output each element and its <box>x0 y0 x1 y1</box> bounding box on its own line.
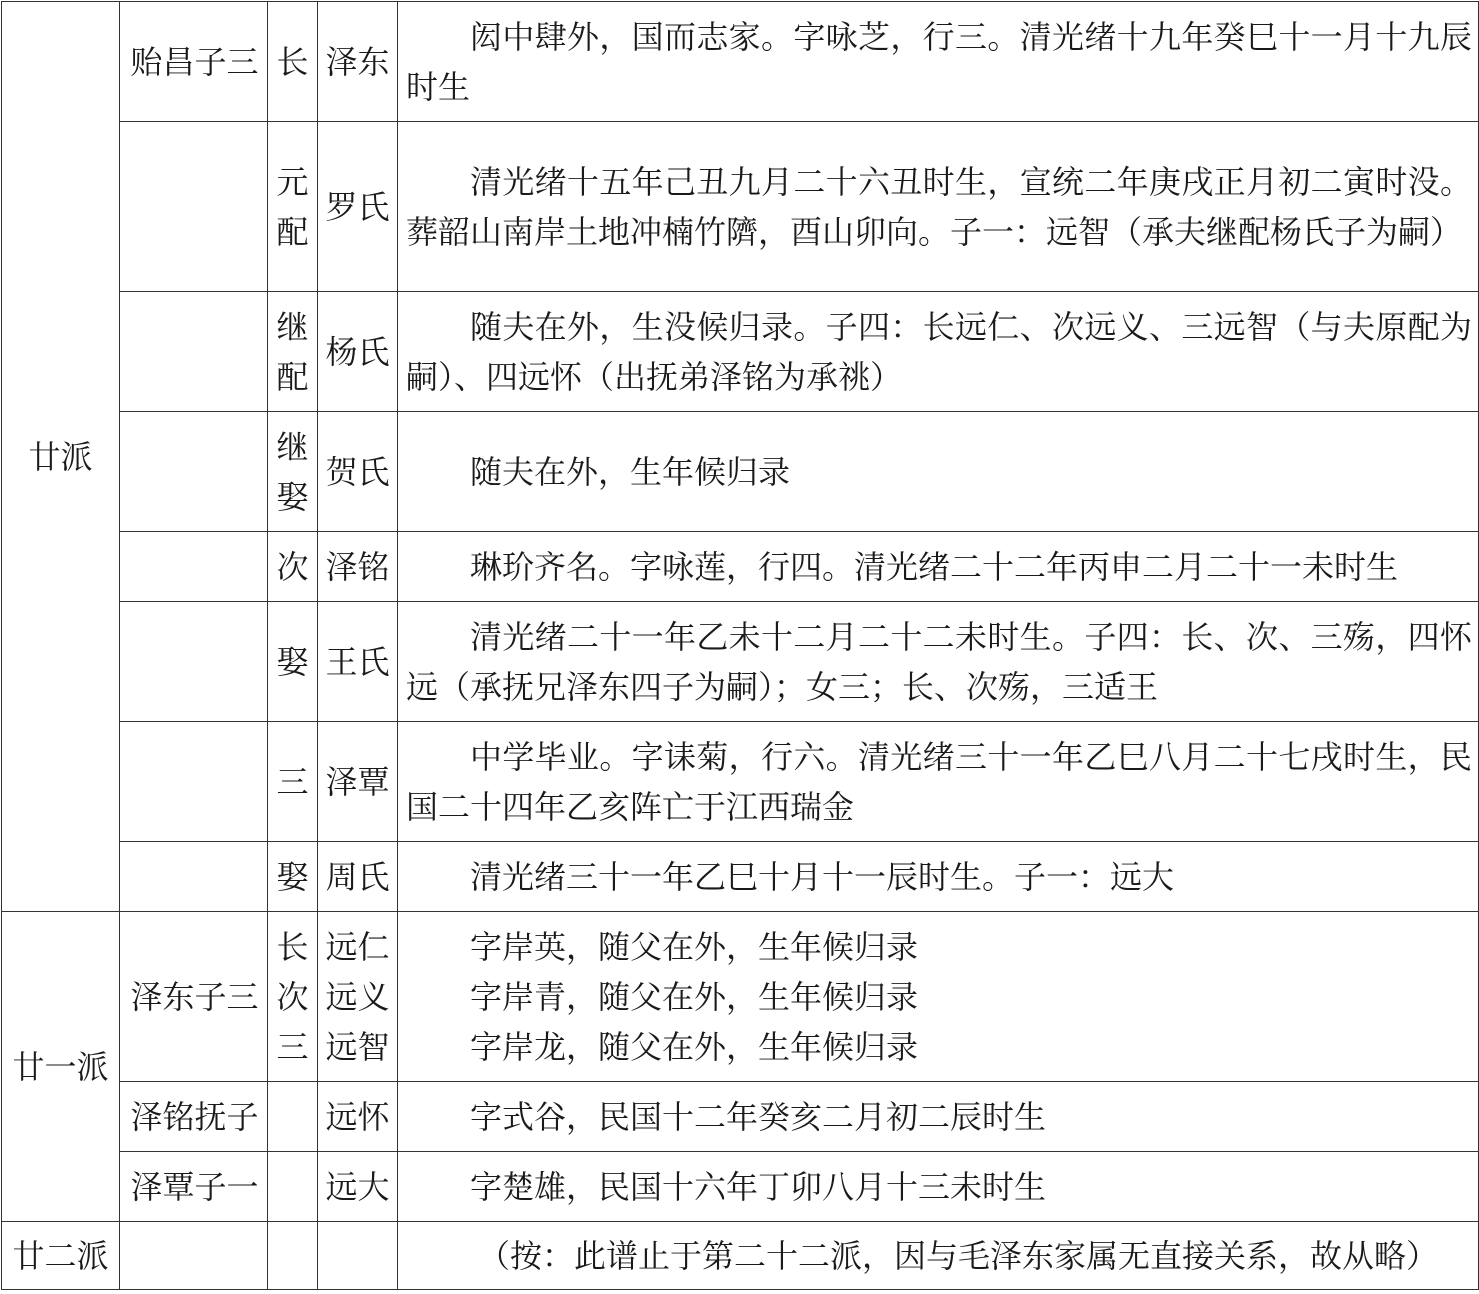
description-text: 随夫在外，生没候归录。子四：长远仁、次远义、三远智（与夫原配为嗣）、四远怀（出抚弟泽铭为承祧） <box>406 307 1472 396</box>
order-cell <box>268 1082 318 1152</box>
row-note <box>2 1222 1479 1290</box>
description-cell <box>398 1152 1479 1222</box>
order-cell: 长 <box>268 2 318 122</box>
order-cell: 娶 <box>268 602 318 722</box>
order-char: 长 <box>276 927 309 966</box>
row-luoshi <box>2 122 1479 292</box>
name-cell: 罗氏 <box>318 122 398 292</box>
order-cell: 娶 <box>268 842 318 912</box>
relation-cell: 泽覃子一 <box>120 1152 268 1222</box>
name-cell: 远大 <box>318 1152 398 1222</box>
row-zhoushi <box>2 842 1479 912</box>
row-zedong-sons <box>2 912 1479 1082</box>
relation-cell: 泽东子三 <box>120 912 268 1082</box>
name-cell: 王氏 <box>318 602 398 722</box>
description-text: 琳玠齐名。字咏莲，行四。清光绪二十二年丙申二月二十一未时生 <box>470 547 1399 586</box>
order-cell: 次 <box>268 532 318 602</box>
description-cell <box>398 722 1479 842</box>
description-cell <box>398 1082 1479 1152</box>
row-heshi <box>2 412 1479 532</box>
generation-21: 廿一派 <box>2 912 120 1222</box>
row-yangshi <box>2 292 1479 412</box>
order-char: 次 <box>276 977 309 1016</box>
description-cell <box>398 2 1479 122</box>
row-zeming <box>2 532 1479 602</box>
description-cell <box>398 412 1479 532</box>
genealogy-table <box>1 1 1479 1290</box>
description-cell <box>398 122 1479 292</box>
order-char: 娶 <box>276 477 309 516</box>
description-cell <box>398 292 1479 412</box>
relation-cell <box>120 122 268 292</box>
description-text: 随夫在外，生年候归录 <box>470 452 791 491</box>
description-text: 字楚雄，民国十六年丁卯八月十三未时生 <box>470 1167 1047 1206</box>
row-zedong <box>2 2 1479 122</box>
relation-cell <box>120 602 268 722</box>
order-char: 元 <box>276 162 309 201</box>
description-cell <box>398 912 1479 1082</box>
description-cell <box>398 602 1479 722</box>
name-cell: 杨氏 <box>318 292 398 412</box>
description-text: 字式谷，民国十二年癸亥二月初二辰时生 <box>470 1097 1047 1136</box>
description-text: 闳中肆外，国而志家。字咏芝，行三。清光绪十九年癸巳十一月十九辰时生 <box>406 17 1472 106</box>
relation-cell <box>120 842 268 912</box>
row-zetan <box>2 722 1479 842</box>
name-cell: 贺氏 <box>318 412 398 532</box>
order-char: 配 <box>276 357 309 396</box>
name-cell: 远怀 <box>318 1082 398 1152</box>
relation-cell <box>120 722 268 842</box>
description-cell <box>398 532 1479 602</box>
relation-cell: 贻昌子三 <box>120 2 268 122</box>
order-char: 三 <box>276 1027 309 1066</box>
description-text: 字岸青，随父在外，生年候归录 <box>470 977 919 1016</box>
name-cell <box>318 1222 398 1290</box>
generation-20: 廿派 <box>2 2 120 912</box>
note-cell: （按：此谱止于第二十二派，因与毛泽东家属无直接关系，故从略） <box>398 1222 1479 1290</box>
order-char: 继 <box>276 427 309 466</box>
relation-cell: 泽铭抚子 <box>120 1082 268 1152</box>
row-wangshi <box>2 602 1479 722</box>
son-name: 远义 <box>325 977 390 1016</box>
relation-cell <box>120 1222 268 1290</box>
order-cell <box>268 1222 318 1290</box>
order-cell <box>268 912 318 1082</box>
name-cell: 泽东 <box>318 2 398 122</box>
order-char: 继 <box>276 307 309 346</box>
name-cell: 泽铭 <box>318 532 398 602</box>
generation-22: 廿二派 <box>2 1222 120 1290</box>
order-cell <box>268 1152 318 1222</box>
description-cell <box>398 842 1479 912</box>
order-cell <box>268 122 318 292</box>
row-yuanda <box>2 1152 1479 1222</box>
name-cell: 泽覃 <box>318 722 398 842</box>
son-name: 远智 <box>325 1027 390 1066</box>
name-cell <box>318 912 398 1082</box>
description-text: 清光绪二十一年乙未十二月二十二未时生。子四：长、次、三殇，四怀远（承抚兄泽东四子为嗣）；女三；长、次殇，三适王 <box>406 617 1472 706</box>
relation-cell <box>120 292 268 412</box>
row-yuanhuai <box>2 1082 1479 1152</box>
order-char: 配 <box>276 212 309 251</box>
description-text: 字岸龙，随父在外，生年候归录 <box>470 1027 919 1066</box>
order-cell: 三 <box>268 722 318 842</box>
order-cell <box>268 412 318 532</box>
description-text: 字岸英，随父在外，生年候归录 <box>470 927 919 966</box>
son-name: 远仁 <box>325 927 390 966</box>
description-text: 清光绪十五年己丑九月二十六丑时生，宣统二年庚戌正月初二寅时没。葬韶山南岸土地冲楠竹隮，酉山卯向。子一：远智（承夫继配杨氏子为嗣） <box>406 162 1472 251</box>
name-cell: 周氏 <box>318 842 398 912</box>
relation-cell <box>120 532 268 602</box>
description-text: 清光绪三十一年乙巳十月十一辰时生。子一：远大 <box>470 857 1175 896</box>
description-text: 中学毕业。字诔菊，行六。清光绪三十一年乙巳八月二十七戌时生，民国二十四年乙亥阵亡于江西瑞金 <box>406 737 1472 826</box>
order-cell <box>268 292 318 412</box>
relation-cell <box>120 412 268 532</box>
